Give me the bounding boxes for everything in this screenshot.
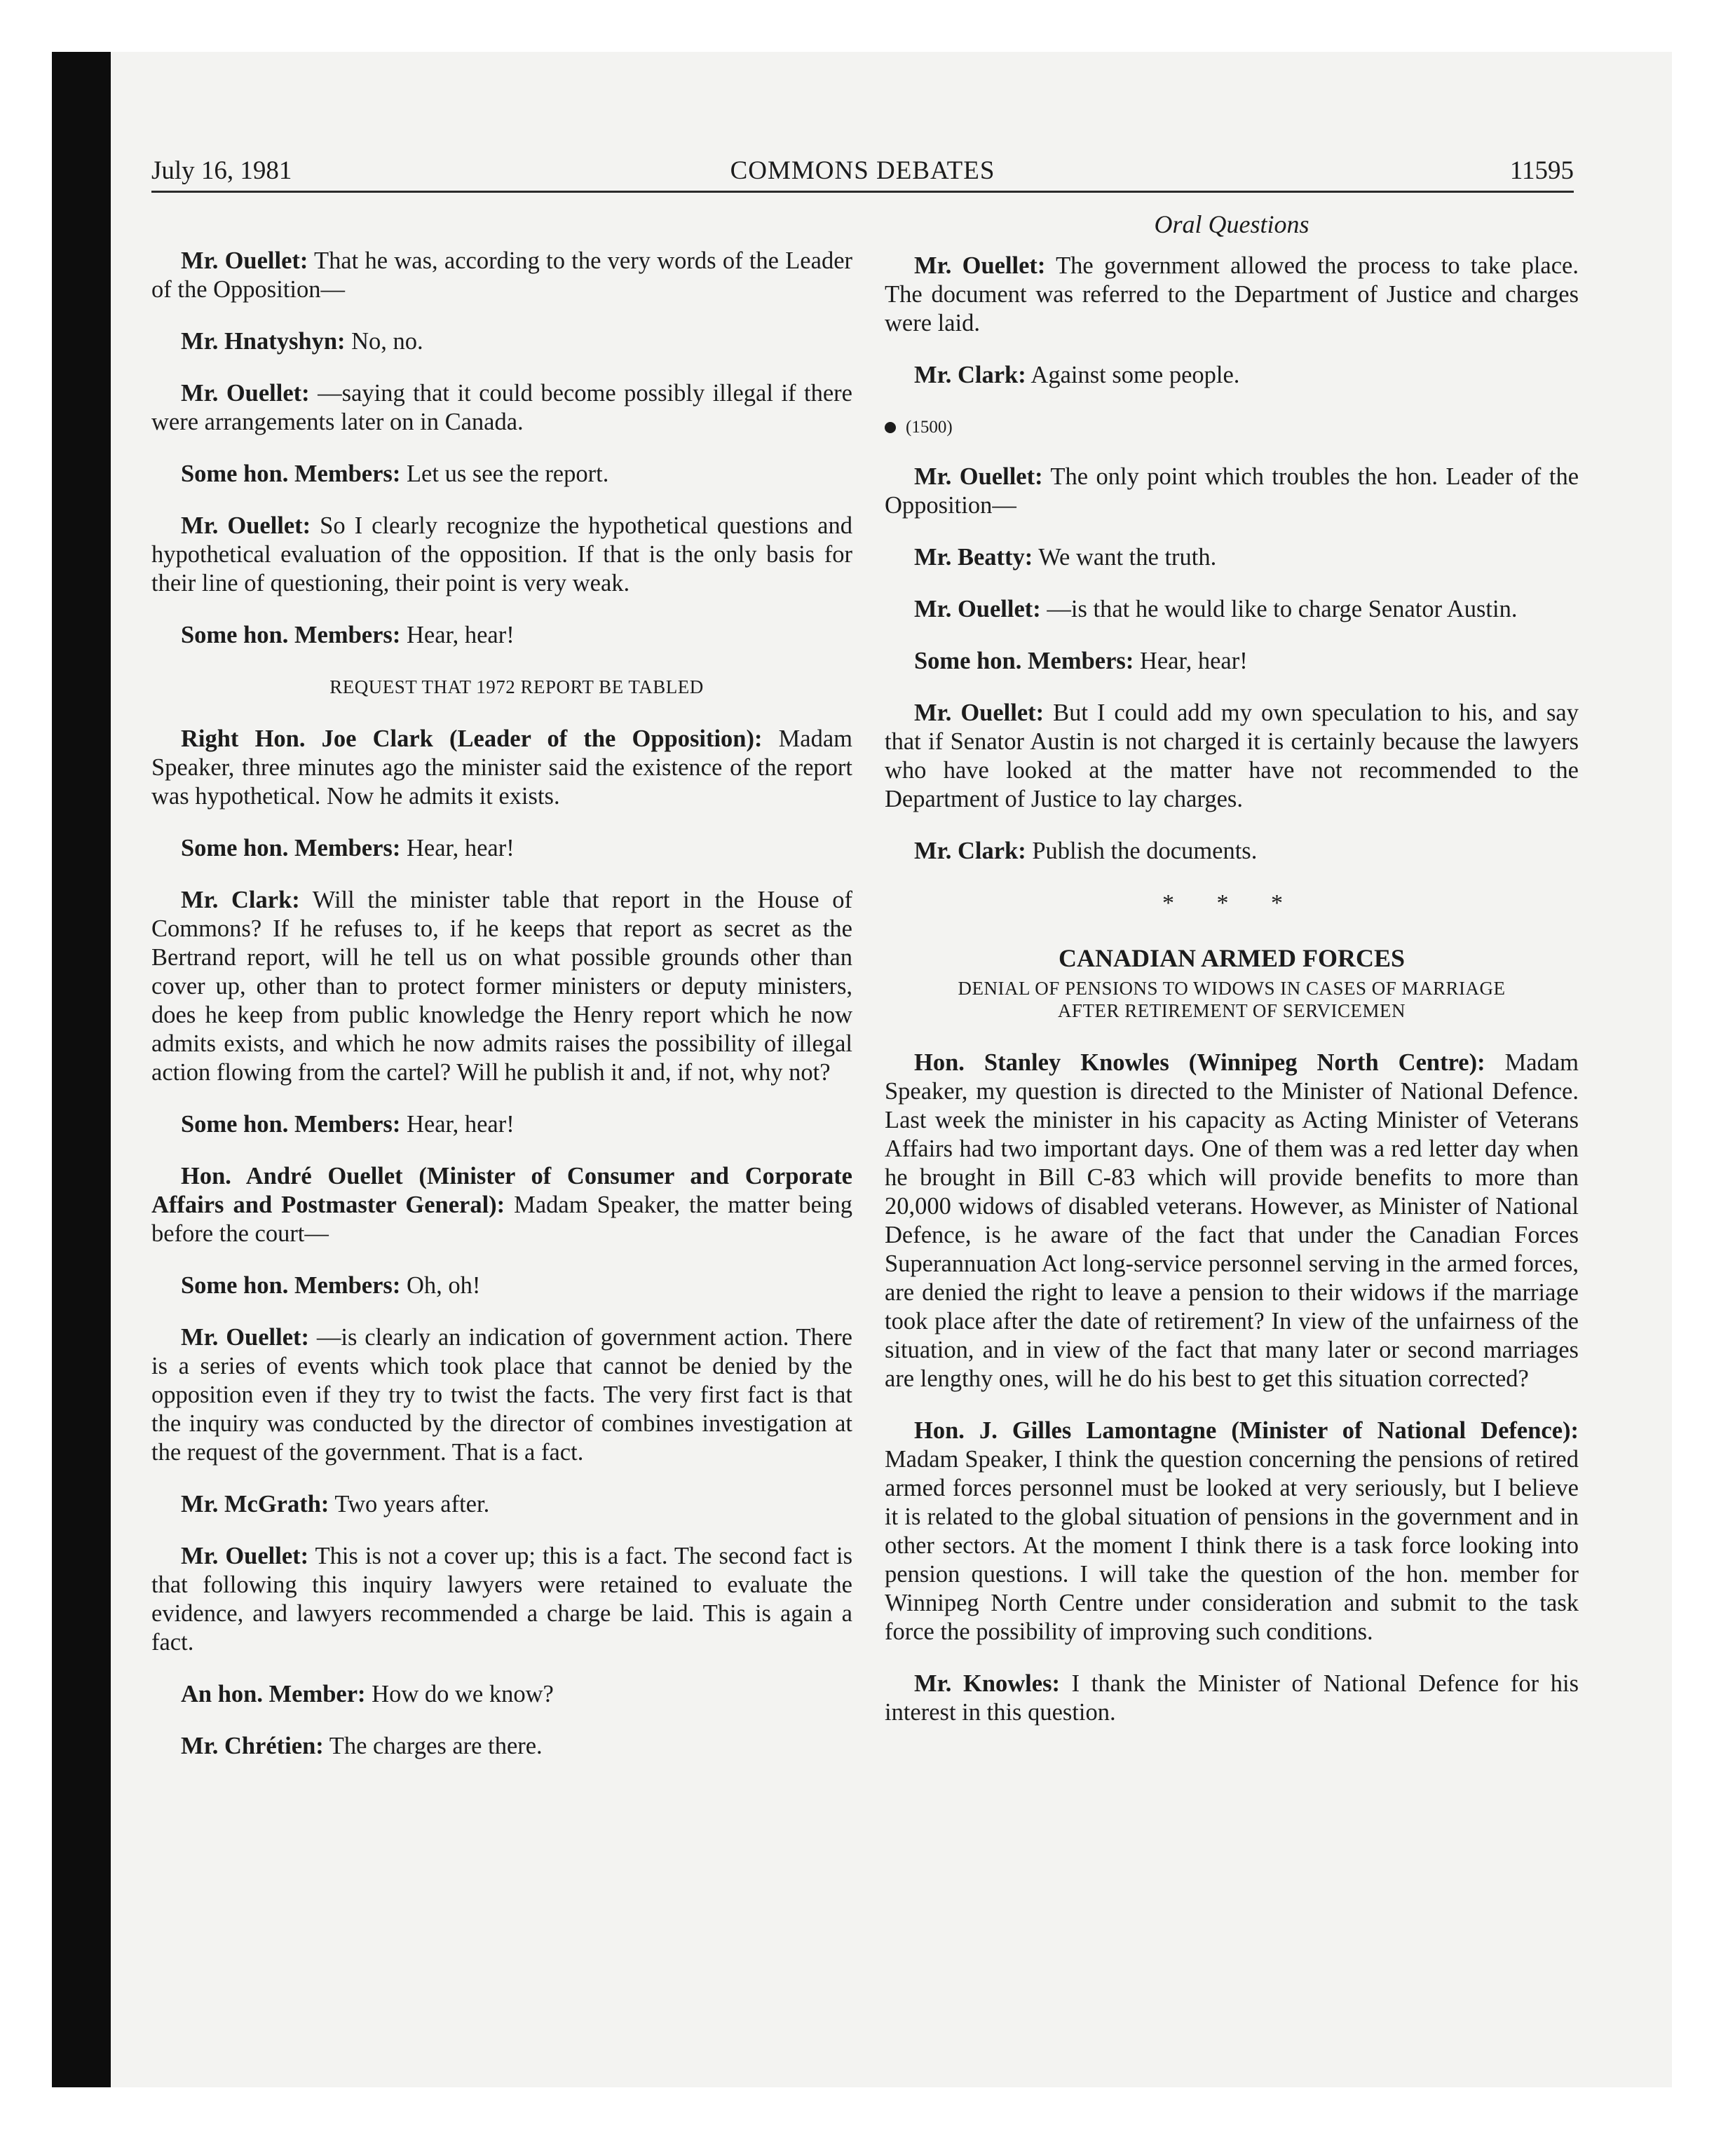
section-heading: CANADIAN ARMED FORCES <box>1058 944 1405 972</box>
paragraph: Mr. Ouellet: —is that he would like to charge Senator Austin. <box>914 596 1518 622</box>
paragraph: Mr. Ouellet: This is not a cover up; this is a fact. The second fact is that following this inquiry lawyers were retained to evaluate the evidence, and lawyers recommended a charge be laid. This is again a fact. <box>151 1543 852 1656</box>
paragraph: Hon. Stanley Knowles (Winnipeg North Centre): Madam Speaker, my question is directed to the Minister of National Defence. Last week the minister in his capacity as Acting Minister of Veterans Affairs had two important days. One of them was a red letter day when he brought in Bill C-83 which will provide benefits to more than 20,000 widows of disabled veterans. However, as Minister of National Defence, is he aware of the fact that under the Canadian Forces Superannuation Act long-service personnel serving in the armed forces, are denied the right to leave a pension to their widows if the marriage took place after the date of retirement? In view of the unfairness of the situation, and in view of the fact that many later or second marriages are lengthy ones, will he do his best to get this situation corrected? <box>885 1049 1579 1392</box>
paragraph: Some hon. Members: Hear, hear! <box>181 1111 515 1138</box>
paragraph: Mr. Ouellet: That he was, according to the very words of the Leader of the Opposition— <box>151 247 852 303</box>
paragraph: Hon. J. Gilles Lamontagne (Minister of National Defence): Madam Speaker, I think the question concerning the pensions of retired armed forces personnel must be looked at very seriously, but I believe it is related to the global situation of pensions in the government and in other sectors. At the moment I think there is a task force looking into pension questions. I will take the question of the hon. member for Winnipeg North Centre under consideration and submit to the task force the possibility of improving such conditions. <box>885 1417 1579 1645</box>
paragraph: Mr. Ouellet: But I could add my own speculation to his, and say that if Senator Austin is not charged it is certainly because the lawyers who have looked at the matter have not recommended to the Department of Justice to lay charges. <box>885 700 1579 812</box>
paragraph: Mr. McGrath: Two years after. <box>181 1491 490 1517</box>
paragraph: Mr. Ouellet: —is clearly an indication of government action. There is a series of events which took place that cannot be denied by the opposition even if they try to twist the facts. The very first fact is that the inquiry was conducted by the director of combines investigation at the request of the government. That is a fact. <box>151 1324 852 1466</box>
paragraph: Some hon. Members: Let us see the report. <box>181 460 609 487</box>
paragraph: An hon. Member: How do we know? <box>181 1681 554 1707</box>
header-title: COMMONS DEBATES <box>730 156 995 185</box>
bullet-icon <box>885 422 896 433</box>
page-number: 11595 <box>1509 156 1574 185</box>
paragraph: Some hon. Members: Hear, hear! <box>181 835 515 861</box>
paragraph: Mr. Chrétien: The charges are there. <box>181 1733 543 1759</box>
paragraph: Mr. Clark: Publish the documents. <box>914 838 1258 864</box>
paragraph: Some hon. Members: Hear, hear! <box>914 648 1248 674</box>
time-marker: (1500) <box>885 413 1579 442</box>
section-subheading: DENIAL OF PENSIONS TO WIDOWS IN CASES OF MARRIAGE AFTER RETIREMENT OF SERVICEMEN <box>958 978 1506 1021</box>
paragraph: Mr. Ouellet: So I clearly recognize the hypothetical questions and hypothetical evaluation of the opposition. If that is the only basis for their line of questioning, their point is very weak. <box>151 512 852 596</box>
section-subheading: REQUEST THAT 1972 REPORT BE TABLED <box>329 676 704 697</box>
binding-edge <box>52 52 111 2087</box>
paragraph: Mr. Clark: Will the minister table that report in the House of Commons? If he refuses to, if he keeps that report as secret as the Bertrand report, will he tell us on what possible grounds other than cover up, other than to protect former ministers or deputy ministers, does he keep from public knowledge the Henry report which he now admits exists, and which he now admits raises the possibility of illegal action flowing from the cartel? Will he publish it and, if not, why not? <box>151 887 853 1086</box>
paragraph: Mr. Beatty: We want the truth. <box>914 544 1217 571</box>
right-column <box>885 210 1579 1750</box>
paragraph: Mr. Ouellet: —saying that it could become possibly illegal if there were arrangements later on in Canada. <box>151 380 852 435</box>
paragraph: Some hon. Members: Hear, hear! <box>181 622 515 648</box>
page-header <box>151 156 1574 193</box>
left-column <box>151 247 852 1784</box>
paragraph: Mr. Ouellet: The only point which troubles the hon. Leader of the Opposition— <box>885 463 1579 519</box>
paragraph: Hon. André Ouellet (Minister of Consumer and Corporate Affairs and Postmaster General): Madam Speaker, the matter being before the court— <box>151 1163 852 1247</box>
paragraph: Mr. Clark: Against some people. <box>914 362 1240 388</box>
header-date: July 16, 1981 <box>151 156 292 185</box>
paragraph: Some hon. Members: Oh, oh! <box>181 1272 481 1299</box>
paragraph: Right Hon. Joe Clark (Leader of the Opposition): Madam Speaker, three minutes ago the minister said the existence of the report was hypothetical. Now he admits it exists. <box>151 725 852 810</box>
paragraph: Mr. Knowles: I thank the Minister of National Defence for his interest in this question. <box>885 1670 1579 1726</box>
section-label: Oral Questions <box>1154 210 1309 238</box>
section-separator: * * * <box>1162 890 1301 916</box>
paragraph: Mr. Ouellet: The government allowed the process to take place. The document was referred to the Department of Justice and charges were laid. <box>885 252 1579 336</box>
paragraph: Mr. Hnatyshyn: No, no. <box>181 328 423 355</box>
